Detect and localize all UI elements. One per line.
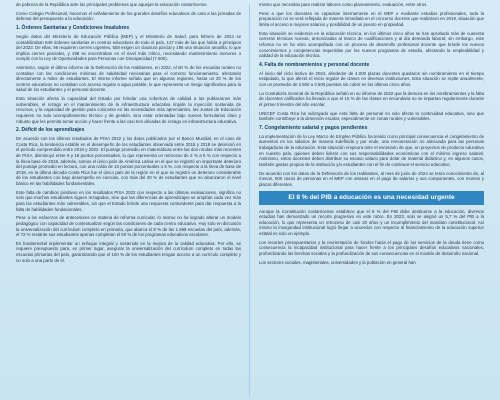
paragraph: La Contraloría General de la República señaló en su informe de 2022 que la demora en los nombramientos y la falta de docentes calificados ha llevado a que el 15 % de las clases en secundaria no se impartan regularmente durante el primer trimestre del año escolar. xyxy=(259,90,484,107)
paragraph: Pese a los esfuerzos de antecesores en materia de reforma curricular, lo mismo no ha logrado alterar un modelo pedagógico con capacidad de contextualizar según las condiciones de cada centro educativo. Hoy solo en discusión la universalización del currículum completo en primaria, que abarca el 8 % de las 1.699 escuelas del país, además, el 72 % restante sus estudiantes apenas completan el 50 % de los programas educativos escolares. xyxy=(16,215,241,238)
pib-banner-heading: El 8 % del PIB a educación es una necesidad urgente xyxy=(259,191,484,205)
paragraph: La implementación de la Ley Marco de Empleo Público ha tenido como principal consecuencia el congelamiento de aumentos en los salarios de manera indefinida y por ende, una remuneración no adecuada para las personas trabajadoras de la educación. Esta situación empeora ante el escenario de que, en proyectos de producto educativo en nuestro país, quienes deben liderar con sus responsabilidades económicas con el mínimo ingreso salarial. Asimismo, estos docentes deben distribuir su escaso salario para dotar de material didáctico y, en algunos casos, también gastos propios de la institución y/o estudiantes con el fin de continuar el servicio educativo. xyxy=(259,133,484,167)
paragraph: de pobreza de la República ante los principales problemas que aquejan la educación costarricense. xyxy=(16,2,208,7)
paragraph: De acuerdo con los últimos resultados de PISA 2022 y los datos publicados por el Banco Mundial, en el caso de Costa Rica, la tendencia estable en el desempeño de los estudiantes observada entre 2015 y 2018 se deterioró en el período comprendido entre 2018 y 2022. El puntaje promedio en matemáticas entre las dos rondas más recientes de PISA, disminuyó entre 9 y 18 puntos porcentuales, lo que representa un retroceso de 2 % a 5 % con respecto a la línea base de 2018, además, somos el único país de América Latina en el que se registró un importante deterioro del puntaje promedio en lectura, con una caída de 10 puntos porcentuales o 5 %, con respecto a la línea de base de 2018, en la última década Costa Rica fue el único país de la región en el que se registró un deterioro considerable de los estudiantes con bajo desempeño en ciencias, con más del 20 % de estudiantes que no alcanzaron el nivel básico en las habilidades fundamentales. xyxy=(16,136,241,186)
paragraph: UNICEF Costa Rica ha subrayado que esta falta de personal no solo afecta la continuidad educativa, sino que también contribuye a la deserción escolar, especialmente en zonas rurales y vulnerables. xyxy=(259,110,484,122)
section-heading-sanitary-orders: 1. Órdenes Sanitarias y Condiciones Insalubres xyxy=(16,25,130,32)
paragraph: Los sectores sociales, magisteriales, universidades y la población en general han xyxy=(259,259,416,265)
right-column xyxy=(259,2,484,268)
section-heading-salary-freeze: 7. Congelamiento salarial y pagos pendientes xyxy=(259,125,368,132)
column-divider xyxy=(249,4,250,396)
paragraph: De acuerdo con los datos de la Defensoría de los Habitantes, al mes de junio de 2024 se tenía conocimiento de, al menos, 500 casos de personas en el MEP con atrasos en el pago de salarios y sus componentes, con montos y plazos diferentes. xyxy=(259,170,484,187)
paragraph: Este falta de cambios positivos en los resultados PISA 2022 con respecto a las últimas evaluaciones, significa no solo que muchos estudiantes siguen rezagados, sino que las diferencias de aprendizajes se amplían cada vez más para los estudiantes más vulnerables, sin que el Estado brinde una respuesta contundente para dar respuesta a la falta de habilidades fundacionales. xyxy=(16,189,241,212)
section-heading-learning-deficit: 2. Déficit de los aprendizajes xyxy=(16,127,85,134)
paragraph: mismo que necesitan para realizar labores como planeamiento, evaluación, entre otros. xyxy=(259,2,428,7)
paragraph: Pese a que los docentes se capacitan internamente en el MEP o mediante estudios profesionales, toda la preparación no se verá reflejada de manera inmediata en el concurso docente que realizaron en 2019, situación que limita el acceso a mejores salarios y posibilidad de un puesto en propiedad. xyxy=(259,10,484,27)
section-heading-staff-shortage: 4. Falta de nombramientos y personal docente xyxy=(259,61,370,68)
paragraph: Al inicio del ciclo lectivo de 2024, alrededor de 4.000 plazas docentes quedaron sin nombramiento en el tiempo estipulado, lo que afectó el inicio regular de clases en diversas instituciones. Esta situación se repite anualmente, con un promedio de 2.500 a 3.500 puestos sin cubrir en los últimos cinco años. xyxy=(259,70,484,87)
paragraph: Los recortes presupuestarios y la reorientación de fondos hacia el pago de los servicios de la deuda tiene como consecuencia la incapacidad institucional para hacer frente a los principales desafíos educativos nacionales, profundizando las brechas sociales y la profundización de sus consecuencias en el modelo de desarrollo nacional. xyxy=(259,239,484,256)
paragraph: Asimismo, según el último informe de la Defensoría de los Habitantes, en 2022, el 60 % de los escuelas rurales no contaban con las condiciones mínimas de salubridad necesarias para el correcto funcionamiento, afectando directamente a miles de estudiantes. El mismo informe señala que en algunas regiones, hasta un 20 % de los centros educativos no contaban con acceso regular a agua potable, lo que representa un riesgo significativo para la salud de los estudiantes y el personal docente. xyxy=(16,65,241,93)
paragraph: Es fundamental implementar un enfoque integral y sostenido en la mejora de la calidad educativa. Por ello, se requiere presupuesto para, en primer lugar, asegurar la universalización del currículum completo en todas las escuelas primarias del país, garantizando que el 100 % de los estudiantes tengan acceso a un currículo completo y no solo a una parte de él. xyxy=(16,240,241,263)
paragraph: Esta situación se evidencia en la educación técnica, en los últimos cinco años se han aprobado más de cuarenta carreras técnicas nuevas, armonizadas al marco de cualificaciones y al día demanda laboral; sin embargo, este reforma no se ha visto acompañada con un proceso de desarrollo profesional docente que brinde los nuevos conocimientos y competencias requeridas por los nuevos programas de estudio, afectando la empleabilidad y calidad de la educación técnica. xyxy=(259,30,484,59)
paragraph: Como Colegio Profesional, hacemos el señalamiento de los grandes desafíos educativos de cara a las jornadas de defensa del presupuesto a la educación: xyxy=(16,10,241,22)
paragraph: Esta situación afecta la capacidad del Estado por brindar una cobertura de calidad a las poblaciones más vulnerables, el rezago en el mantenimiento de la infraestructura educativa impide la inyección sostenida de recursos, y la capacidad de gestión para colocarse en las necesidades más apremiantes, las Juntas de Educación requieren no solo acompañamiento técnico y de gestión, sino estar orientadas bajo nuevos formularios claro y robusto que les permita tomar acción y hacer frente a las casi tres décadas de rezago en infraestructura educativa. xyxy=(16,96,241,124)
paragraph: Según datos del Ministerio de Educación Pública (MEP) y el Ministerio de Salud, para febrero de 2024 se contabilizaban 849 órdenes sanitarias en centros educativos de todo el país, 127 más de las que había a principios del 2023. De ellas, 96 requieren cierres urgentes, 558 exigen un clausura parcial y 195 una situación amarilla, lo que implica cierres parciales, y 198 se encontraban en el nivel más crítico, necesitando mantenimiento menores o cumplir con la Ley de Oportunidades para Personas con Discapacidad (7.600). xyxy=(16,33,241,62)
left-column xyxy=(16,2,241,266)
paragraph: Aunque la Constitución costarricense establece que el 8 % del PIB debe destinarse a la educación, diversos estudios han demostrado un recorte progresivo en este rubro. En 2023, solo se asignó un 5,7 % del PIB a la educación, lo que representa un retroceso de casi 20 años y un incumplimiento del mandato constitucional. Así mismo la inseguridad institucional logró llegar a acuerdos con respecto al financiamiento de la educación superior estatal es solo un ejemplo. xyxy=(259,208,484,236)
